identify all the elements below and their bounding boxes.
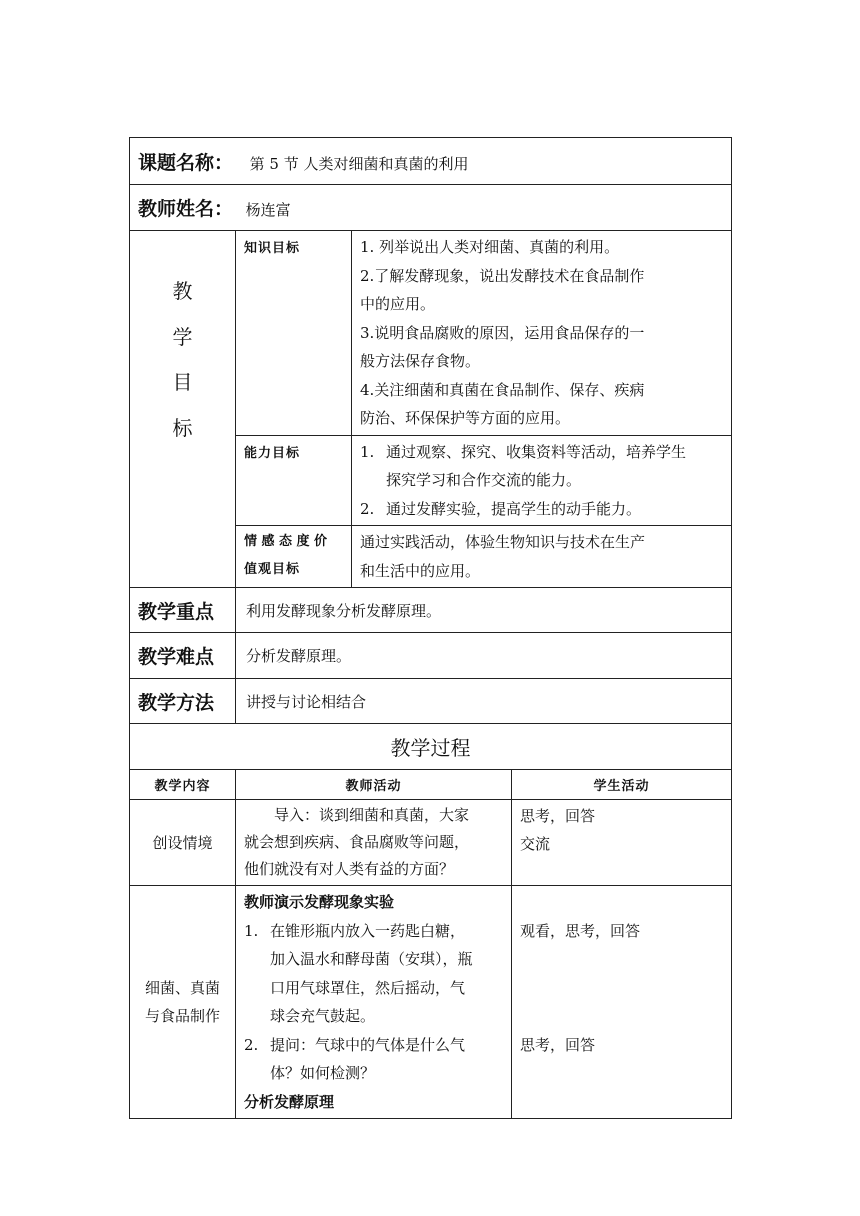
row-teacher-intro: 导入：谈到细菌和真菌，大家 就会想到疾病、食品腐败等问题， 他们就没有对人类有益的方面？ (236, 800, 512, 886)
knowledge-objective-row (130, 231, 732, 436)
ability-objective-label: 能力目标 (236, 435, 352, 526)
process-title-row (130, 724, 732, 770)
method-value: 讲授与讨论相结合 (236, 679, 732, 724)
method-row (130, 679, 732, 724)
objectives-section-label: 教 学 目 标 (130, 231, 236, 588)
header-content: 教学内容 (130, 770, 236, 800)
process-header-row (130, 770, 732, 800)
topic-label: 课题名称： (138, 151, 234, 174)
difficulty-value: 分析发酵原理。 (236, 633, 732, 679)
demo-heading: 教师演示发酵现象实验 (244, 893, 395, 911)
teacher-value: 杨连富 (245, 201, 291, 219)
ability-objective-text: 1. 通过观察、探究、收集资料等活动，培养学生 探究学习和合作交流的能力。 2. 通过发酵实验，提高学生的动手能力。 (352, 435, 732, 526)
emotion-objective-label: 情感态度价 值观目标 (236, 526, 352, 588)
row-student-intro: 思考，回答 交流 (512, 800, 732, 886)
row-student-fermentation: 观看，思考，回答 思考，回答 (512, 886, 732, 1119)
row-content-intro: 创设情境 (130, 800, 236, 886)
header-teacher: 教师活动 (236, 770, 512, 800)
teacher-label: 教师姓名： (138, 198, 234, 220)
topic-value: 第 5 节 人类对细菌和真菌的利用 (249, 154, 469, 173)
method-label: 教学方法 (130, 679, 236, 724)
teacher-row (130, 185, 732, 231)
knowledge-objective-label: 知识目标 (236, 231, 352, 436)
key-point-label: 教学重点 (130, 588, 236, 633)
process-row-intro (130, 800, 732, 886)
process-row-fermentation (130, 886, 732, 1119)
header-student: 学生活动 (512, 770, 732, 800)
key-point-row (130, 588, 732, 633)
emotion-objective-text: 通过实践活动，体验生物知识与技术在生产 和生活中的应用。 (352, 526, 732, 588)
topic-row (130, 138, 732, 185)
analysis-heading: 分析发酵原理 (244, 1092, 335, 1111)
row-content-fermentation: 细菌、真菌 与食品制作 (130, 886, 236, 1119)
difficulty-row (130, 633, 732, 679)
knowledge-objective-text: 1. 列举说出人类对细菌、真菌的利用。 2.了解发酵现象，说出发酵技术在食品制作 中的应用。 3.说明食品腐败的原因，运用食品保存的一 般方法保存食物。 4.关注细菌和真菌在食品制作、保存、疾病 防治、环保保护等方面的应用。 (352, 231, 732, 436)
difficulty-label: 教学难点 (130, 633, 236, 679)
lesson-plan-table (129, 137, 732, 1119)
key-point-value: 利用发酵现象分析发酵原理。 (236, 588, 732, 633)
process-title: 教学过程 (130, 724, 732, 770)
row-teacher-fermentation: 教师演示发酵现象实验 1. 在锥形瓶内放入一药匙白糖， 加入温水和酵母菌（安琪），瓶 口用气球罩住，然后摇动，气 球会充气鼓起。 2. 提问：气球中的气体是什么气 体？如何检测？ 分析发酵原理 (236, 886, 512, 1119)
